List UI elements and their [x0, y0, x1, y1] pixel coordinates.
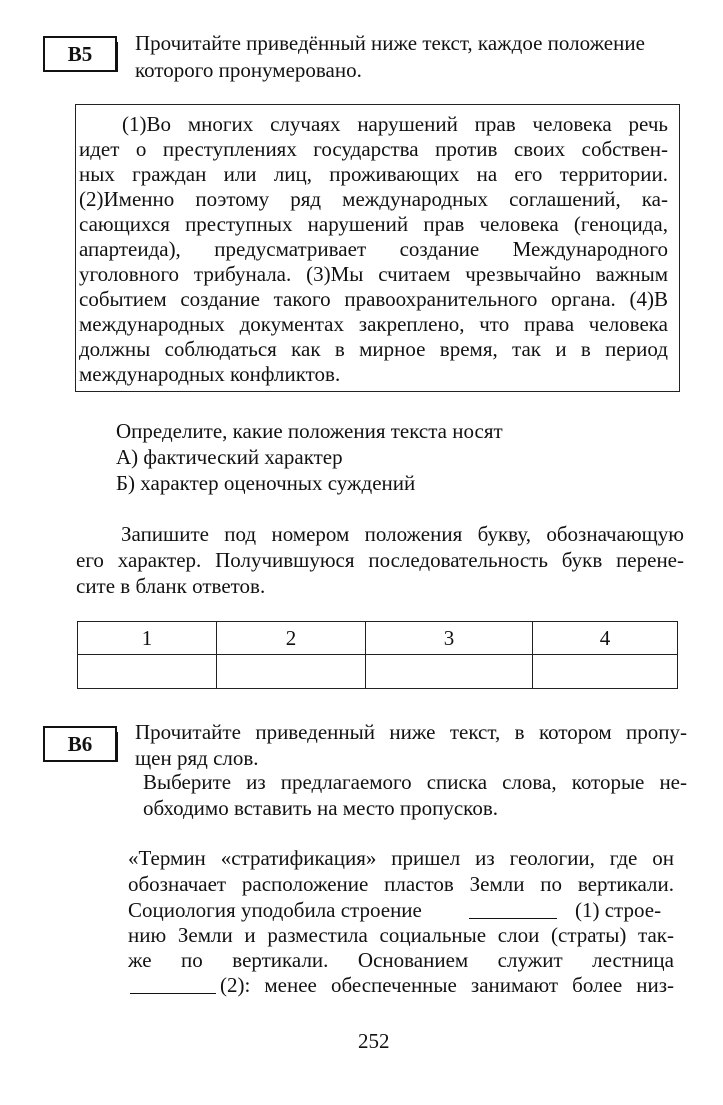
answer-table-header: 2: [217, 622, 366, 655]
answer-cell-1[interactable]: [78, 655, 217, 689]
b5-note-line: его характер. Получившуюся последовательность букв перене-: [76, 548, 684, 572]
b6-passage-line: нию Земли и разместила социальные слои (страты) так-: [128, 923, 674, 947]
b6-instruction-line-1: Прочитайте приведенный ниже текст, в котором пропу-: [135, 720, 687, 744]
b6-passage-line: (2): менее обеспеченные занимают более низ-: [220, 973, 674, 997]
passage-line: должны соблюдаться как в мирное время, так и в период: [79, 337, 668, 361]
passage-line: ных граждан или лиц, проживающих на его территории.: [79, 162, 668, 186]
blank-2[interactable]: [130, 973, 216, 994]
answer-table-header: 4: [533, 622, 678, 655]
b5-task-line: Определите, какие положения текста носят: [116, 419, 503, 443]
passage-line: (1)Во многих случаях нарушений прав человека речь: [122, 112, 668, 136]
passage-line: международных документах закреплено, что права человека: [79, 312, 668, 336]
answer-table-value-row: [78, 655, 678, 689]
passage-line: сающихся преступных нарушений прав человека (геноцида,: [79, 212, 668, 236]
answer-cell-2[interactable]: [217, 655, 366, 689]
b6-passage-line: «Термин «стратификация» пришел из геологии, где он: [128, 846, 674, 870]
question-label-b6: B6: [43, 726, 117, 762]
answer-table-header: 3: [366, 622, 533, 655]
b5-instruction-line-1: Прочитайте приведённый ниже текст, каждое положение: [135, 31, 645, 55]
b6-passage-line: Социология уподобила строение: [128, 898, 422, 922]
b6-instruction-line-4: обходимо вставить на место пропусков.: [143, 796, 498, 820]
answer-cell-4[interactable]: [533, 655, 678, 689]
blank-1[interactable]: [469, 898, 557, 919]
passage-line: (2)Именно поэтому ряд международных соглашений, ка-: [79, 187, 668, 211]
page-number: 252: [358, 1029, 390, 1053]
b5-note-line: Запишите под номером положения букву, обозначающую: [121, 522, 684, 546]
answer-cell-3[interactable]: [366, 655, 533, 689]
b6-passage-line: обозначает расположение пластов Земли по вертикали.: [128, 872, 674, 896]
b6-passage-line: (1) строе-: [575, 898, 662, 922]
passage-line: международных конфликтов.: [79, 362, 341, 386]
passage-line: идет о преступлениях государства против своих собствен-: [79, 137, 668, 161]
b5-note-line: сите в бланк ответов.: [76, 574, 266, 598]
question-label-b5: B5: [43, 36, 117, 72]
passage-line: уголовного трибунала. (3)Мы считаем чрезвычайно важным: [79, 262, 668, 286]
answer-table: [77, 621, 678, 689]
b6-instruction-line-2: щен ряд слов.: [135, 746, 259, 770]
b5-instruction-line-2: которого пронумеровано.: [135, 58, 362, 82]
b5-option-b: Б) характер оценочных суждений: [116, 471, 416, 495]
b5-option-a: А) фактический характер: [116, 445, 343, 469]
passage-line: апартеида), предусматривает создание Международного: [79, 237, 668, 261]
answer-table-header: 1: [78, 622, 217, 655]
answer-table-header-row: [78, 622, 678, 655]
passage-line: событием создание такого правоохранительного органа. (4)В: [79, 287, 668, 311]
b6-instruction-line-3: Выберите из предлагаемого списка слова, которые не-: [143, 770, 687, 794]
b6-passage-line: же по вертикали. Основанием служит лестница: [128, 948, 674, 972]
